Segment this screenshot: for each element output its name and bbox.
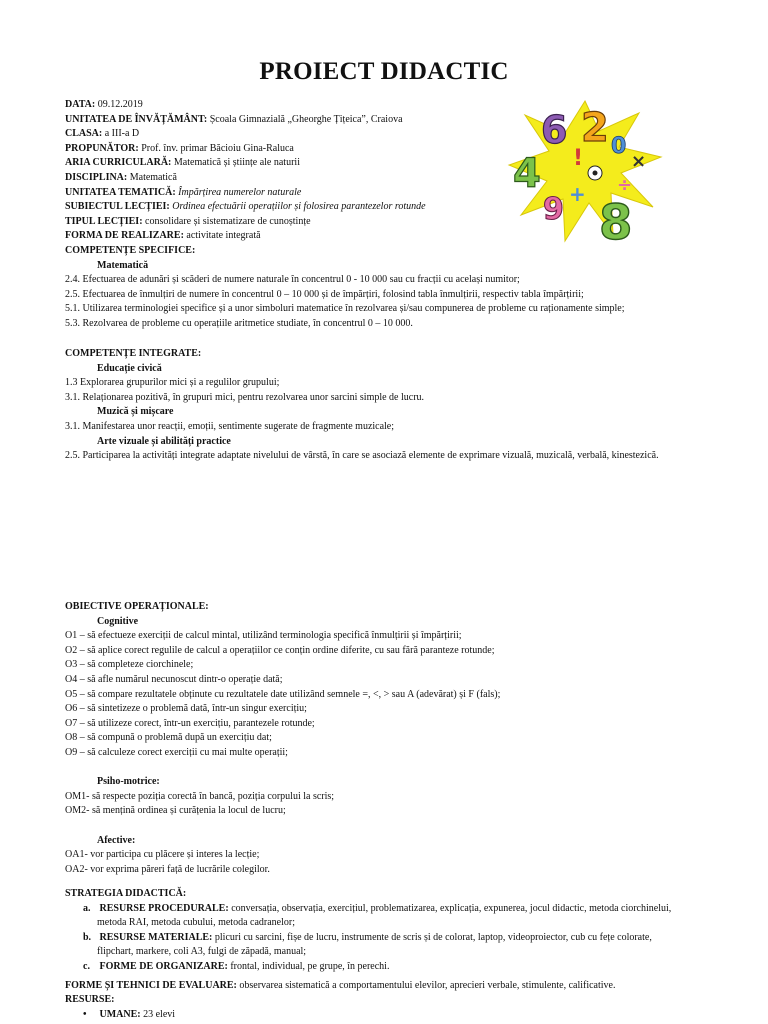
music-heading: Muzică și mișcare [97, 406, 174, 418]
objective-item: O5 – să compare rezultatele obținute cu rezultatele date utilizând semnele =, <, > sau A (adevărat) și F (fals); [65, 688, 501, 700]
objectives-section [65, 600, 755, 877]
author-line: PROPUNĂTOR: Prof. înv. primar Băcioiu Gina-Raluca [65, 142, 294, 154]
specific-item: 5.1. Utilizarea terminologiei specifice și a unor simboluri matematice în rezolvarea și/sau compunerea de probleme cu raționamente simple; [65, 303, 625, 315]
objective-item: O4 – să afle numărul necunoscut dintr-o operație dată; [65, 673, 283, 685]
objective-item: O7 – să utilizeze corect, într-un exercițiu, parantezele rotunde; [65, 717, 315, 729]
objective-item: O9 – să calculeze corect exerciții cu mai multe operații; [65, 746, 288, 758]
resources-human: • UMANE: 23 elevi [83, 1008, 176, 1020]
integrated-section [65, 347, 755, 464]
specific-subheading: Matematică [97, 259, 149, 271]
svg-text:8: 8 [599, 195, 633, 245]
page-title: PROIECT DIDACTIC [259, 58, 509, 85]
affective-heading: Afective: [97, 834, 136, 846]
specific-item: 5.3. Rezolvarea de probleme cu operațiile aritmetice studiate, în concentrul 0 – 10 000. [65, 317, 413, 329]
integrated-heading: COMPETENȚE INTEGRATE: [65, 348, 202, 359]
specific-item: 2.5. Efectuarea de înmulțiri de numere în concentrul 0 – 10 000 și de împărțiri, folosind tabla înmulțirii, respectiv tabla împărțirii; [65, 288, 584, 300]
objective-item: O3 – să completeze ciorchinele; [65, 659, 194, 671]
discipline-line: DISCIPLINA: Matematică [65, 171, 177, 183]
unit-line: UNITATEA TEMATICĂ: Împărțirea numerelor naturale [65, 186, 302, 198]
svg-text:6: 6 [541, 108, 568, 152]
form-line: FORMA DE REALIZARE: activitate integrată [65, 230, 261, 242]
strategy-item-material-cont: flipchart, markere, coli A3, fulgi de zăpadă, manual; [97, 946, 307, 958]
objective-item: O2 – să aplice corect regulile de calcul a operațiilor ce conțin ordine diferite, cu sau fără paranteze rotunde; [65, 644, 495, 656]
header-info [65, 98, 755, 332]
type-line: TIPUL LECȚIEI: consolidare și sistematizare de cunoștințe [65, 215, 311, 227]
psycho-item: OM1- să respecte poziția corectă în bancă, poziția corpului la scris; [65, 790, 335, 802]
civic-item: 1.3 Explorarea grupurilor mici și a regulilor grupului; [65, 377, 280, 389]
strategy-heading: STRATEGIA DIDACTICĂ: [65, 888, 187, 899]
cognitive-heading: Cognitive [97, 615, 139, 627]
date-line: DATA: 09.12.2019 [65, 99, 143, 110]
svg-text:4: 4 [513, 151, 541, 197]
arts-item: 2.5. Participarea la activități integrate adaptate nivelului de vârstă, în care se asociază elemente de exprimare vizuală, muzicală, verbală, kinestezică. [65, 450, 659, 462]
affective-item: OA2- vor exprima păreri față de lucrările colegilor. [65, 863, 270, 875]
svg-text:÷: ÷ [617, 175, 633, 196]
svg-text:×: × [631, 151, 647, 172]
strategy-section [65, 887, 755, 1022]
svg-text:0: 0 [611, 134, 627, 159]
objective-item: O8 – să compună o problemă după un exercițiu dat; [65, 732, 272, 744]
civic-heading: Educație civică [97, 362, 162, 374]
psycho-item: OM2- să mențină ordinea și curățenia la locul de lucru; [65, 805, 286, 817]
affective-item: OA1- vor participa cu plăcere și interes la lecție; [65, 849, 260, 861]
objective-item: O6 – să sintetizeze o problemă dată, într-un singur exercițiu; [65, 703, 307, 715]
specific-item: 2.4. Efectuarea de adunări și scăderi de numere naturale în concentrul 0 - 10 000 sau cu fracții cu același numitor; [65, 274, 520, 286]
area-line: ARIA CURRICULARĂ: Matematică și științe ale naturii [65, 157, 300, 169]
class-line: CLASA: a III-a D [65, 128, 140, 140]
strategy-item-procedural: a. RESURSE PROCEDURALE: conversația, observația, exercițiul, problematizarea, explicația, expunerea, jocul didactic, metoda ciorchinelui, [83, 902, 672, 914]
strategy-item-material: b. RESURSE MATERIALE: plicuri cu sarcini, fișe de lucru, instrumente de scris și de colorat, laptop, videoproiector, cub cu fețe colorate, [83, 931, 652, 943]
subject-line: SUBIECTUL LECȚIEI: Ordinea efectuării operațiilor și folosirea parantezelor rotunde [65, 201, 426, 213]
civic-item: 3.1. Relaționarea pozitivă, în grupuri mici, pentru rezolvarea unor sarcini simple de lucru. [65, 391, 425, 403]
objectives-heading: OBIECTIVE OPERAȚIONALE: [65, 601, 209, 612]
evaluation-line: FORME ȘI TEHNICI DE EVALUARE: observarea sistematică a comportamentului elevilor, aprecieri verbale, stimulente, calificative. [65, 979, 616, 991]
school-line: UNITATEA DE ÎNVĂȚĂMÂNT: Școala Gimnazială „Gheorghe Țițeica”, Craiova [65, 113, 403, 125]
svg-text:2: 2 [581, 105, 609, 151]
strategy-item-procedural-cont: metoda RAI, metoda cubului, metoda cadranelor; [97, 917, 295, 929]
specific-heading: COMPETENȚE SPECIFICE: [65, 244, 196, 256]
psycho-heading: Psiho-motrice: [97, 776, 160, 788]
resources-heading: RESURSE: [65, 994, 115, 1006]
svg-text:+: + [569, 182, 586, 206]
objective-item: O1 – să efectueze exerciții de calcul mintal, utilizând terminologia specifică înmulțirii și împărțirii; [65, 630, 462, 642]
music-item: 3.1. Manifestarea unor reacții, emoții, sentimente sugerate de fragmente muzicale; [65, 420, 395, 432]
strategy-item-organization: c. FORME DE ORGANIZARE: frontal, individual, pe grupe, în perechi. [83, 960, 390, 972]
svg-text:9: 9 [543, 192, 564, 227]
arts-heading: Arte vizuale și abilități practice [97, 435, 231, 447]
svg-text:!: ! [573, 146, 584, 171]
